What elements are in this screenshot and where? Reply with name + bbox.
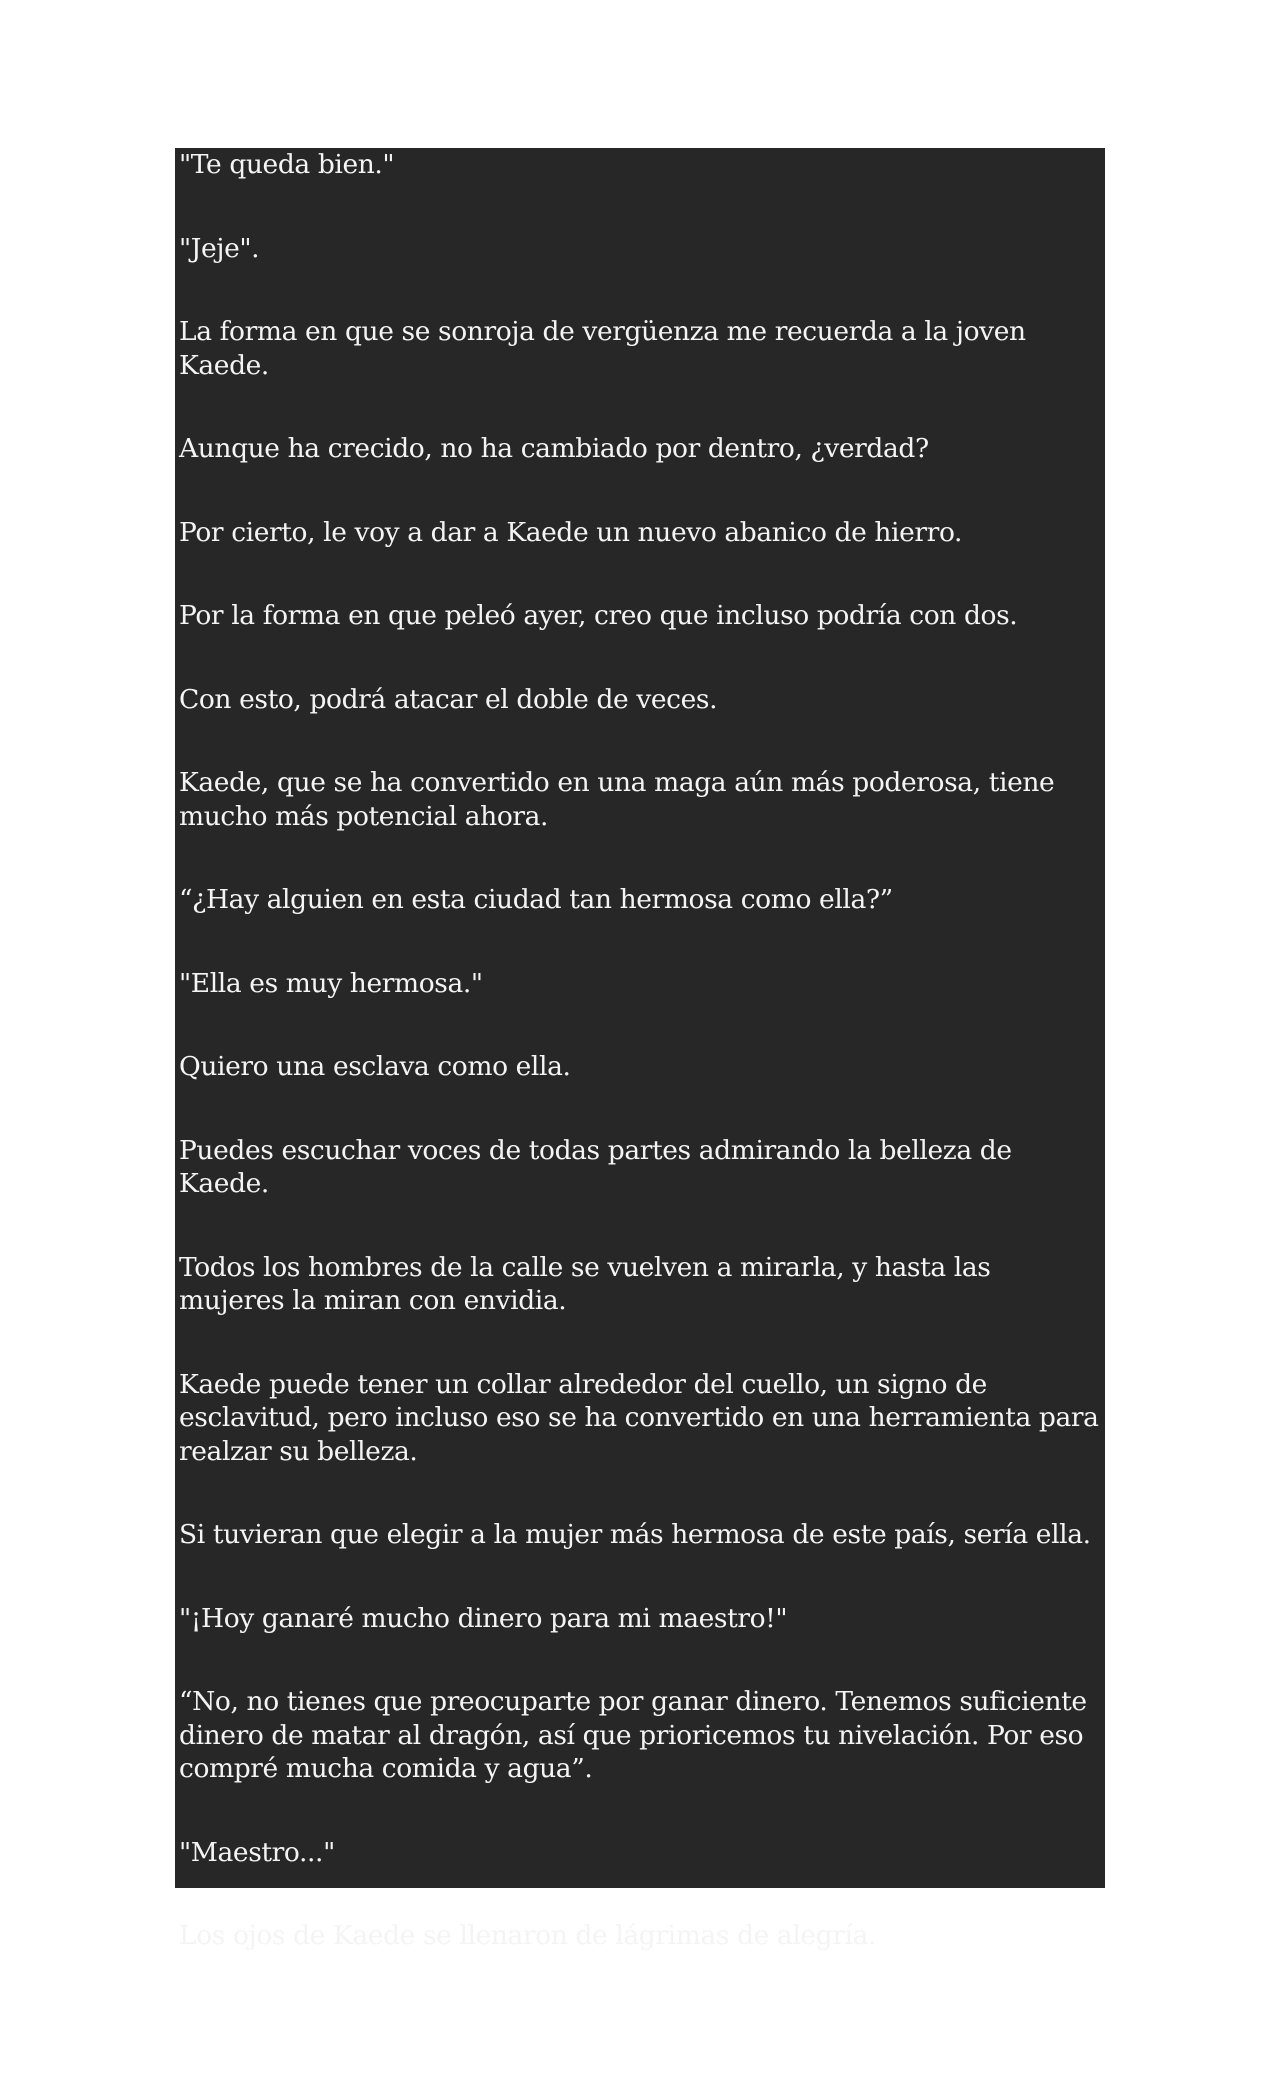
- paragraph: "Jeje".: [179, 232, 260, 264]
- paragraph: Kaede, que se ha convertido en una maga aún más poderosa, tiene mucho más potencial ahora.: [179, 767, 1055, 832]
- paragraph: Kaede puede tener un collar alrededor del cuello, un signo de esclavitud, pero incluso eso se ha convertido en una herramienta para realzar su belleza.: [179, 1368, 1099, 1467]
- paragraph: "Maestro...": [179, 1836, 335, 1868]
- paragraph: Si tuvieran que elegir a la mujer más hermosa de este país, sería ella.: [179, 1519, 1091, 1550]
- paragraph: "Te queda bien.": [179, 149, 395, 180]
- paragraph: Puedes escuchar voces de todas partes admirando la belleza de Kaede.: [179, 1134, 1012, 1199]
- paragraph: Los ojos de Kaede se llenaron de lágrimas de alegría.: [179, 1920, 877, 1951]
- paragraph: Por la forma en que peleó ayer, creo que incluso podría con dos.: [179, 600, 1018, 631]
- paragraph: Quiero una esclava como ella.: [179, 1051, 571, 1082]
- paragraph: Todos los hombres de la calle se vuelven a mirarla, y hasta las mujeres la miran con envidia.: [179, 1251, 991, 1316]
- paragraph: "¡Hoy ganaré mucho dinero para mi maestro!": [179, 1602, 788, 1634]
- paragraph: "Ella es muy hermosa.": [179, 967, 483, 999]
- paragraph: Aunque ha crecido, no ha cambiado por dentro, ¿verdad?: [179, 433, 929, 464]
- paragraph: La forma en que se sonroja de vergüenza me recuerda a la joven Kaede.: [179, 316, 1026, 381]
- text-block: [175, 148, 1105, 1951]
- paragraph: Con esto, podrá atacar el doble de veces.: [179, 683, 718, 715]
- paragraph: “¿Hay alguien en esta ciudad tan hermosa como ella?”: [179, 884, 893, 915]
- paragraph: “No, no tienes que preocuparte por ganar dinero. Tenemos suficiente dinero de matar al dragón, así que prioricemos tu nivelación. Por eso compré mucha comida y agua”.: [179, 1686, 1087, 1784]
- paragraph: Por cierto, le voy a dar a Kaede un nuevo abanico de hierro.: [179, 516, 963, 548]
